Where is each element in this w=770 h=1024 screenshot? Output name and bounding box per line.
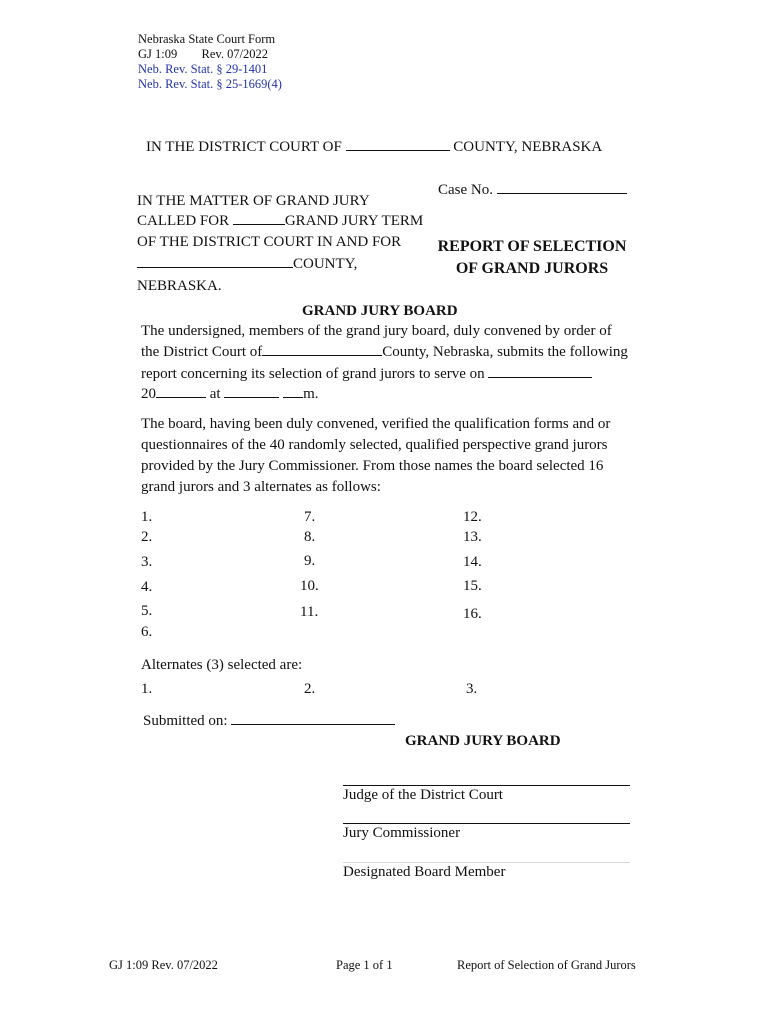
at-label: at <box>209 386 221 402</box>
selection-paragraph: The board, having been duly convened, verified the qualification forms and or questionnaires of the 40 randomly selected, qualified perspective grand jurors provided by the Jury Commissioner. From those names the board selected 16 grand jurors and 3 alternates as follows: <box>141 416 611 495</box>
court-caption-prefix: IN THE DISTRICT COURT OF <box>146 139 342 155</box>
district-court-blank[interactable] <box>262 355 382 356</box>
time-blank[interactable] <box>224 397 279 398</box>
statute-link-2[interactable]: Neb. Rev. Stat. § 25-1669(4) <box>138 77 282 91</box>
serve-date-blank[interactable] <box>488 377 592 378</box>
alternate-1: 1. <box>141 681 153 697</box>
report-title <box>430 236 634 280</box>
para1-line-4 <box>141 386 319 403</box>
juror-3: 3. <box>141 554 153 570</box>
meridiem-suffix: m. <box>303 386 319 402</box>
juror-14: 14. <box>463 554 482 570</box>
juror-5: 5. <box>141 603 153 619</box>
para1-line-1: The undersigned, members of the grand jury board, duly convened by order of <box>141 323 612 339</box>
submitted-on-label: Submitted on: <box>143 713 228 729</box>
juror-10: 10. <box>300 578 319 594</box>
alternate-2: 2. <box>304 681 316 697</box>
para1-line-3-text: report concerning its selection of grand jurors to serve on <box>141 366 485 382</box>
footer-page-number: Page 1 of 1 <box>336 958 393 972</box>
para1-line-3 <box>141 366 592 383</box>
form-number-value: GJ 1:09 <box>138 47 178 61</box>
member-signature-line[interactable] <box>343 862 630 863</box>
juror-1: 1. <box>141 509 153 525</box>
alternates-label: Alternates (3) selected are: <box>141 657 303 673</box>
report-title-line-2: OF GRAND JURORS <box>455 260 609 277</box>
para1-line-2 <box>141 344 628 361</box>
juror-4: 4. <box>141 579 153 595</box>
county-blank[interactable] <box>346 150 450 151</box>
year-prefix: 20 <box>141 386 156 402</box>
juror-9: 9. <box>304 553 316 569</box>
matter-line-2-prefix: CALLED FOR <box>137 213 230 229</box>
juror-8: 8. <box>304 529 316 545</box>
judge-signature-line[interactable] <box>343 785 630 786</box>
juror-12: 12. <box>463 509 482 525</box>
para1-line-2-prefix: the District Court of <box>141 344 263 360</box>
matter-line-2-suffix: GRAND JURY TERM <box>284 213 424 229</box>
juror-2: 2. <box>141 529 153 545</box>
juror-15: 15. <box>463 578 482 594</box>
para1-line-2-suffix: County, Nebraska, submits the following <box>382 344 628 360</box>
form-number <box>138 47 268 62</box>
court-caption-suffix: COUNTY, NEBRASKA <box>453 139 603 155</box>
commissioner-signature-label: Jury Commissioner <box>343 825 461 841</box>
juror-16: 16. <box>463 606 482 622</box>
footer-form-id: GJ 1:09 Rev. 07/2022 <box>109 958 218 972</box>
juror-11: 11. <box>300 604 319 620</box>
matter-line-5: NEBRASKA. <box>137 278 222 294</box>
submitted-on <box>143 713 395 730</box>
matter-line-2 <box>137 213 423 230</box>
member-signature-label: Designated Board Member <box>343 864 506 880</box>
case-number <box>438 182 627 199</box>
footer-form-name: Report of Selection of Grand Jurors <box>457 958 636 972</box>
matter-line-4-suffix: COUNTY, <box>293 256 358 272</box>
matter-line-3: OF THE DISTRICT COURT IN AND FOR <box>137 234 402 250</box>
revision-date: Rev. 07/2022 <box>201 47 269 61</box>
juror-6: 6. <box>141 624 153 640</box>
matter-line-1: IN THE MATTER OF GRAND JURY <box>137 193 370 209</box>
board-heading: GRAND JURY BOARD <box>302 303 458 319</box>
term-blank[interactable] <box>233 224 285 225</box>
alternate-3: 3. <box>466 681 478 697</box>
juror-13: 13. <box>463 529 482 545</box>
commissioner-signature-line[interactable] <box>343 823 630 824</box>
court-caption <box>146 139 602 156</box>
form-title: Nebraska State Court Form <box>138 32 276 46</box>
statute-link-1[interactable]: Neb. Rev. Stat. § 29-1401 <box>138 62 268 76</box>
case-number-blank[interactable] <box>497 193 627 194</box>
ampm-blank[interactable] <box>283 397 303 398</box>
signature-heading: GRAND JURY BOARD <box>405 733 561 749</box>
matter-line-4 <box>137 256 357 273</box>
matter-county-blank[interactable] <box>137 267 293 268</box>
submitted-date-blank[interactable] <box>231 724 395 725</box>
case-number-label: Case No. <box>438 182 493 198</box>
judge-signature-label: Judge of the District Court <box>343 787 503 803</box>
report-title-line-1: REPORT OF SELECTION <box>437 238 627 255</box>
year-blank[interactable] <box>156 397 206 398</box>
juror-7: 7. <box>304 509 316 525</box>
